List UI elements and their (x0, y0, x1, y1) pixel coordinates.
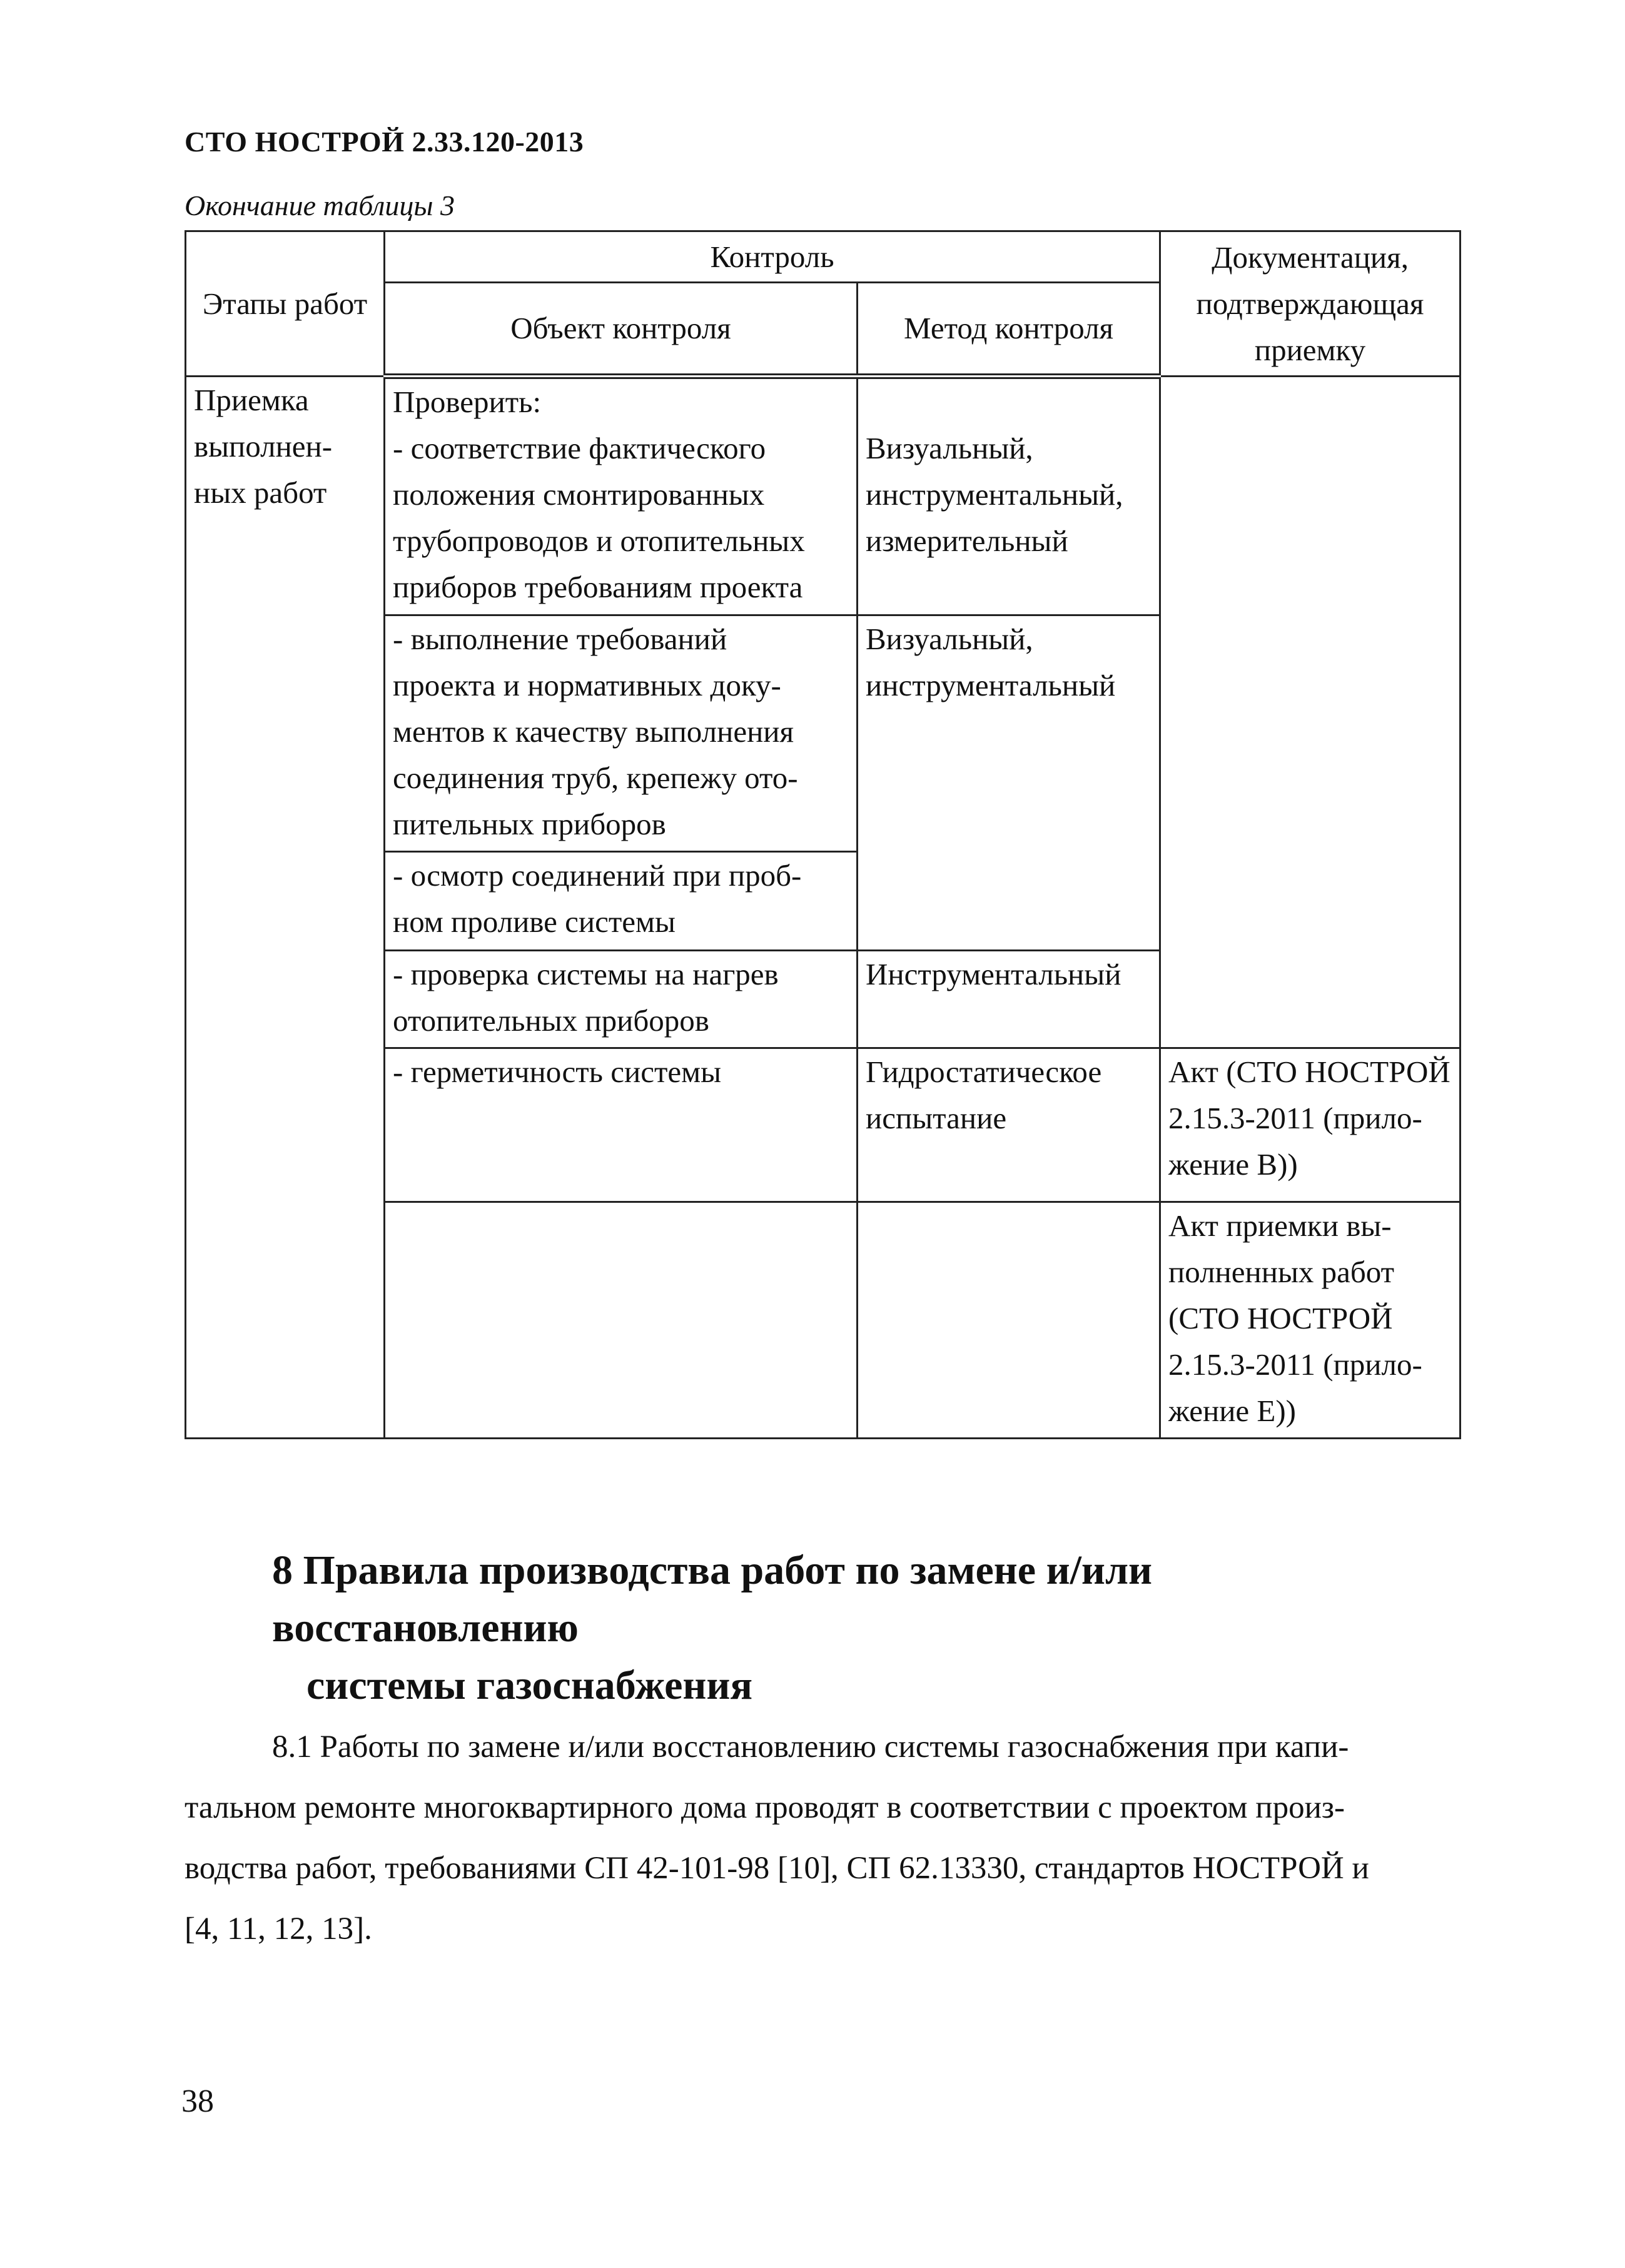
header-method: Метод контроля (858, 283, 1160, 377)
method-cell-empty (858, 1202, 1160, 1439)
method-line: Гидростатическое (866, 1055, 1102, 1089)
stage-line: ных работ (194, 475, 327, 510)
section-paragraph (185, 1717, 1459, 1960)
object-line: пительных приборов (393, 807, 666, 841)
paragraph-line: [4, 11, 12, 13]. (185, 1911, 372, 1947)
paragraph-line: 8.1 Работы по замене и/или восстановлению системы газоснабжения при капи- (272, 1729, 1349, 1764)
object-line: положения смонтированных (393, 477, 765, 512)
object-line: - герметичность системы (393, 1055, 722, 1089)
object-cell (385, 951, 858, 1048)
documentation-line: 2.15.3-2011 (прило- (1168, 1101, 1422, 1135)
stage-line: выполнен- (194, 429, 333, 463)
object-line: отопительных приборов (393, 1003, 709, 1038)
method-cell (858, 1048, 1160, 1202)
documentation-line: 2.15.3-2011 (прило- (1168, 1347, 1422, 1382)
object-line: соединения труб, крепежу ото- (393, 761, 798, 795)
header-control: Контроль (385, 231, 1160, 283)
object-line: проекта и нормативных доку- (393, 668, 781, 702)
method-line: Инструментальный (866, 957, 1121, 991)
documentation-line: Акт приемки вы- (1168, 1208, 1392, 1243)
method-line: измерительный (866, 524, 1068, 558)
object-line: ном проливе системы (393, 904, 676, 939)
method-cell (858, 377, 1160, 615)
method-cell (858, 951, 1160, 1048)
documentation-line: полненных работ (1168, 1255, 1395, 1289)
object-line: Проверить: (393, 385, 542, 419)
documentation-cell (1160, 1048, 1460, 1202)
method-line: инструментальный, (866, 477, 1123, 512)
object-line: - проверка системы на нагрев (393, 957, 779, 991)
object-line: ментов к качеству выполнения (393, 714, 794, 749)
object-line: - осмотр соединений при проб- (393, 858, 802, 893)
documentation-line: жение Е)) (1168, 1394, 1296, 1428)
object-line: приборов требованиям проекта (393, 570, 803, 604)
header-object: Объект контроля (385, 283, 858, 377)
documentation-line: жение В)) (1168, 1147, 1298, 1182)
object-line: трубопроводов и отопительных (393, 524, 805, 558)
header-stages: Этапы работ (186, 231, 385, 377)
table-caption: Окончание таблицы 3 (185, 190, 455, 221)
section-title-line: системы газоснабжения (306, 1663, 753, 1708)
object-line: - выполнение требований (393, 622, 727, 656)
section-title (272, 1542, 1460, 1714)
control-table (185, 230, 1461, 1439)
object-cell (385, 852, 858, 951)
stage-line: Приемка (194, 383, 309, 417)
method-line: Визуальный, (866, 622, 1033, 656)
stage-cell (186, 377, 385, 1439)
paragraph-line: водства работ, требованиями СП 42-101-98 [10], СП 62.13330, стандартов НОСТРОЙ и (185, 1851, 1369, 1886)
page-number: 38 (181, 2083, 214, 2119)
header-documentation (1160, 231, 1460, 377)
paragraph-line: тальном ремонте многоквартирного дома проводят в соответствии с проектом произ- (185, 1790, 1345, 1825)
method-line: инструментальный (866, 668, 1116, 702)
object-cell-empty (385, 1202, 858, 1439)
object-cell (385, 1048, 858, 1202)
documentation-cell (1160, 1202, 1460, 1439)
section-title-line: 8 Правила производства работ по замене и/или восстановлению (272, 1547, 1153, 1651)
object-cell (385, 377, 858, 615)
method-line: Визуальный, (866, 431, 1033, 465)
header-documentation-line: Документация, (1212, 240, 1409, 275)
document-code: СТО НОСТРОЙ 2.33.120-2013 (185, 126, 584, 158)
documentation-cell-empty (1160, 377, 1460, 1048)
documentation-line: (СТО НОСТРОЙ (1168, 1301, 1393, 1335)
method-line: испытание (866, 1101, 1007, 1135)
header-documentation-line: приемку (1254, 332, 1366, 367)
method-cell (858, 615, 1160, 951)
header-documentation-line: подтверждающая (1196, 286, 1424, 321)
object-line: - соответствие фактического (393, 431, 766, 465)
documentation-line: Акт (СТО НОСТРОЙ (1168, 1055, 1450, 1089)
object-cell (385, 615, 858, 852)
